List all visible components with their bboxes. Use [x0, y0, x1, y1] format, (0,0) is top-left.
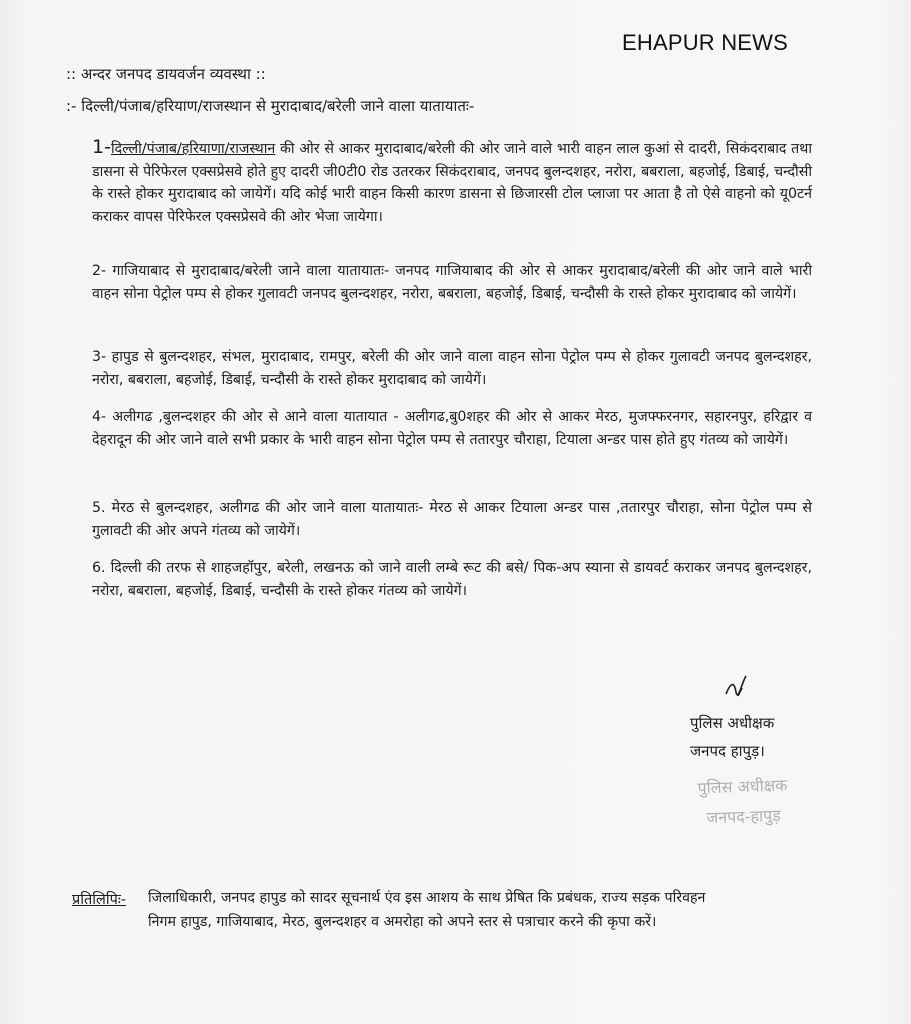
paragraph-3-text: वाहन सोना पेट्रोल पम्प से होकर गुलावटी जनपद बुलन्दशहर, नरोरा, बबराला, बहजोई, डिबाई, चन्दौसी के रास्ते होकर मुरादाबाद को जायेगें। — [92, 349, 812, 388]
paragraph-5-lead: 5. मेरठ से बुलन्दशहर, अलीगढ की ओर जाने वाला यातायातः- — [92, 500, 424, 516]
paragraph-1-underlined: दिल्ली/पंजाब/हरियाणा/राजस्थान — [110, 141, 276, 157]
paragraph-3-lead: 3- हापुड से बुलन्दशहर, संभल, मुरादाबाद, रामपुर, बरेली की ओर जाने वाला — [92, 349, 493, 365]
paragraph-5 — [92, 497, 812, 542]
section-heading: :- दिल्ली/पंजाब/हरियाण/राजस्थान से मुरादाबाद/बरेली जाने वाला यातायातः- — [66, 97, 475, 115]
paragraph-5-text: मेरठ से आकर टियाला अन्डर पास ,ततारपुर चौराहा, सोना पेट्रोल पम्प से गुलावटी की ओर अपने गंतव्य को जायेगें। — [92, 500, 813, 539]
paragraph-2-text: जनपद गाजियाबाद की ओर से आकर मुरादाबाद/बरेली की ओर जाने वाले भारी वाहन सोना पेट्रोल पम्प से होकर गुलावटी जनपद बुलन्दशहर, नरोरा, बबराला, बहजोई, डिबाई, चन्दौसी के रास्ते होकर मुरादाबाद को जायेगें। — [92, 263, 813, 302]
paragraph-4 — [92, 406, 812, 451]
paragraph-6-text: 6. दिल्ली की तरफ से शाहजहॉपुर, बरेली, लखनऊ को जाने वाली लम्बे रूट की बसे/ पिक-अप स्याना से डायवर्ट कराकर जनपद बुलन्दशहर, नरोरा, बबराला, बहजोई, डिबाई, चन्दौसी के रास्ते होकर गंतव्य को जायेगें। — [92, 560, 812, 599]
paragraph-1-number: 1- — [92, 136, 111, 158]
paragraph-4-text: अलीगढ,बु0शहर की ओर से आकर मेरठ, मुजफ्फरनगर, सहारनपुर, हरिद्वार व देहरादून की ओर जाने वाले सभी प्रकार के भारी वाहन सोना पेट्रोल पम्प से ततारपुर चौराहा, टियाला अन्डर पास होते हुए गंतव्य को जायेगें। — [92, 409, 812, 448]
document-title: :: अन्दर जनपद डायवर्जन व्यवस्था :: — [66, 65, 266, 83]
copy-text: जिलाधिकारी, जनपद हापुड को सादर सूचनार्थ एंव इस आशय के साथ प्रेषित कि प्रबंधक, राज्य सड़क परिवहन निगम हापुड, गाजियाबाद, मेरठ, बुलन्दशहर व अमरोहा को अपने स्तर से पत्राचार करने की कृपा करें। — [148, 890, 706, 930]
paragraph-2-lead: 2- गाजियाबाद से मुरादाबाद/बरेली जाने वाला यातायातः- — [92, 263, 390, 279]
paragraph-2 — [92, 260, 812, 305]
office-stamp — [667, 769, 819, 834]
stamp-line-1: पुलिस अधीक्षक — [697, 775, 788, 798]
signatory-district: जनपद हापुड़। — [690, 742, 765, 760]
paragraph-1 — [92, 136, 812, 228]
copy-label: प्रतिलिपिः- — [72, 892, 127, 908]
paragraph-4-lead: 4- अलीगढ ,बुलन्दशहर की ओर से आने वाला यातायात - — [92, 409, 399, 425]
paragraph-3 — [92, 346, 812, 391]
paragraph-6 — [92, 557, 812, 602]
paragraph-1-text: की ओर से आकर मुरादाबाद/बरेली की ओर जाने वाले भारी वाहन लाल कुआं से दादरी, सिकंदराबाद तथा डासना से पेरिफेरल एक्सप्रेसवे होते हुए दादरी जी0टी0 रोड उतरकर सिकंदराबाद, जनपद बुलन्दशहर, नरोरा, बबराला, बहजोई, डिबाई, चन्दौसी के रास्ते होकर मुरादाबाद को जायेगें। यदि कोई भारी वाहन किसी कारण डासना से छिजारसी टोल प्लाजा पर आता है तो ऐसे वाहनो को यू0टर्न कराकर वापस पेरिफेरल एक्सप्रेसवे की ओर भेजा जायेगा। — [92, 141, 812, 225]
stamp-line-2: जनपद-हापुड़ — [705, 805, 782, 828]
signature-mark — [720, 672, 760, 712]
signatory-title: पुलिस अधीक्षक — [690, 714, 775, 732]
watermark: EHAPUR NEWS — [622, 30, 788, 55]
